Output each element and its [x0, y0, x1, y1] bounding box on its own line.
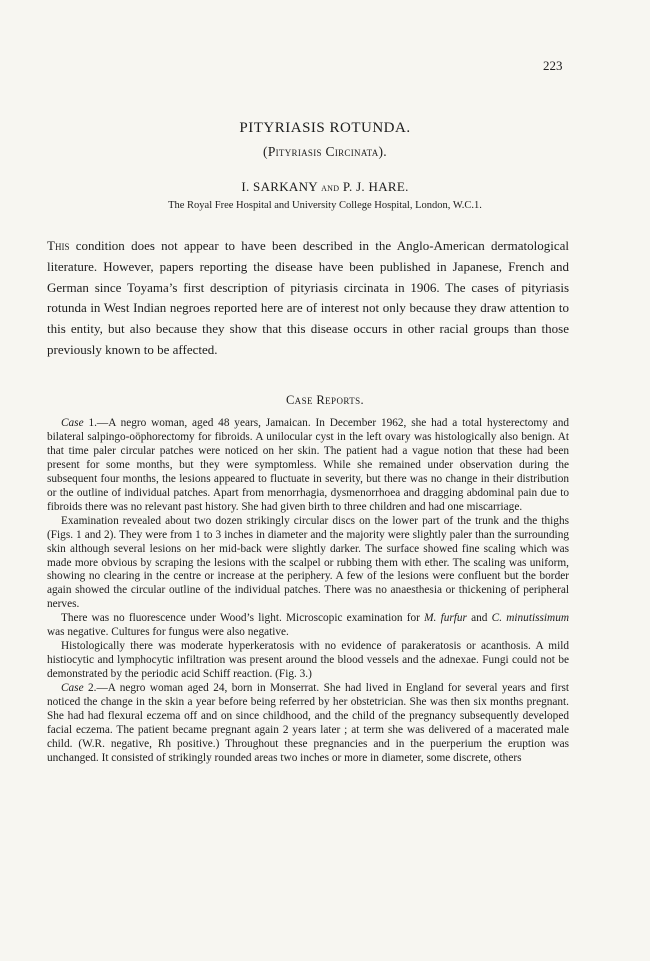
species-furfur: M. furfur	[424, 612, 467, 625]
wood-light-paragraph	[47, 612, 569, 640]
case-2-paragraph	[47, 682, 569, 766]
wood-text-b: and	[466, 612, 492, 625]
author-second: P. J. HARE.	[342, 179, 409, 194]
case-2-text: 2.—A negro woman aged 24, born in Monserrat. She had lived in England for several years and first noticed the change in the skin a year before being referred by her obstetrician. She was then six months pregnant. She had had flexural eczema off and on since childhood, and the child of the pregnancy subsequently developed facial eczema. The patient became pregnant again 2 years later ; at term she was delivered of a macerated male child. (W.R. negative, Rh positive.) Throughout these pregnancies and in the puerperium the eruption was unchanged. It consisted of strikingly rounded areas two inches or more in diameter, some discrete, others	[47, 682, 569, 764]
intro-paragraph	[47, 236, 569, 361]
wood-text-c: was negative. Cultures for fungus were also negative.	[47, 626, 289, 639]
case-2-label: Case	[61, 682, 84, 695]
intro-text: condition does not appear to have been described in the Anglo-American dermatological literature. However, papers reporting the disease have been published in Japanese, French and German since Toyama’s first description of pityriasis circinata in 1906. The cases of pityriasis rotunda in West Indian negroes reported here are of interest not only because they draw attention to this entity, but also because they show that this disease occurs in other racial groups than those previously known to be affected.	[47, 238, 569, 357]
article-subtitle: (Pityriasis Circinata).	[263, 144, 387, 159]
page-number: 223	[543, 58, 563, 73]
case-1-label: Case	[61, 417, 84, 429]
case-1-paragraph	[47, 417, 569, 515]
examination-paragraph: Examination revealed about two dozen strikingly circular discs on the lower part of the trunk and the thighs (Figs. 1 and 2). They were from 1 to 3 inches in diameter and the majority were slightly paler than the surrounding skin although several lesions on her mid-back were slightly darker. The surface showed fine scaling which was made more obvious by scraping the lesions with the scalpel or rubbing them with ether. The scaling was uniform, showing no clearing in the centre or increase at the periphery. A few of the lesions were confluent but the border again showed the circular outline of the individual patches. There was no anaesthesia or thickening of peripheral nerves.	[47, 514, 569, 611]
histology-paragraph: Histologically there was moderate hyperkeratosis with no evidence of parakeratosis or acanthosis. A mild histiocytic and lymphocytic infiltration was present around the blood vessels and the adnexae. Fungi could not be demonstrated by the periodic acid Schiff reaction. (Fig. 3.)	[47, 640, 569, 681]
wood-text-a: There was no fluorescence under Wood’s light. Microscopic examination for	[61, 612, 425, 625]
section-heading: Case Reports.	[285, 393, 365, 407]
author-line	[0, 179, 650, 195]
species-minutissimum: C. minutissimum	[491, 612, 570, 625]
case-reports-body	[47, 417, 569, 766]
case-1-text: 1.—A negro woman, aged 48 years, Jamaican. In December 1962, she had a total hysterectomy and bilateral salpingo-oöphorectomy for fibroids. A unilocular cyst in the left ovary was histologically also benign. At that time paler circular patches were noticed on her skin. The patient had a vague notion that these had been present for some months, but they were symptomless. While she remained under observation during the subsequent four months, the lesions appeared to fluctuate in severity, but there was no change in their distribution or the outline of individual patches. Apart from menorrhagia, dysmenorrhoea and dragging abdominal pain due to fibroids there was no relevant past history. She had given birth to three children and had one miscarriage.	[47, 417, 569, 513]
author-first: I. SARKANY	[241, 179, 318, 194]
affiliation: The Royal Free Hospital and University College Hospital, London, W.C.1.	[168, 200, 482, 211]
article-title: PITYRIASIS ROTUNDA.	[239, 120, 411, 136]
author-conjunction: and	[321, 182, 340, 194]
intro-lead: This	[47, 238, 70, 253]
